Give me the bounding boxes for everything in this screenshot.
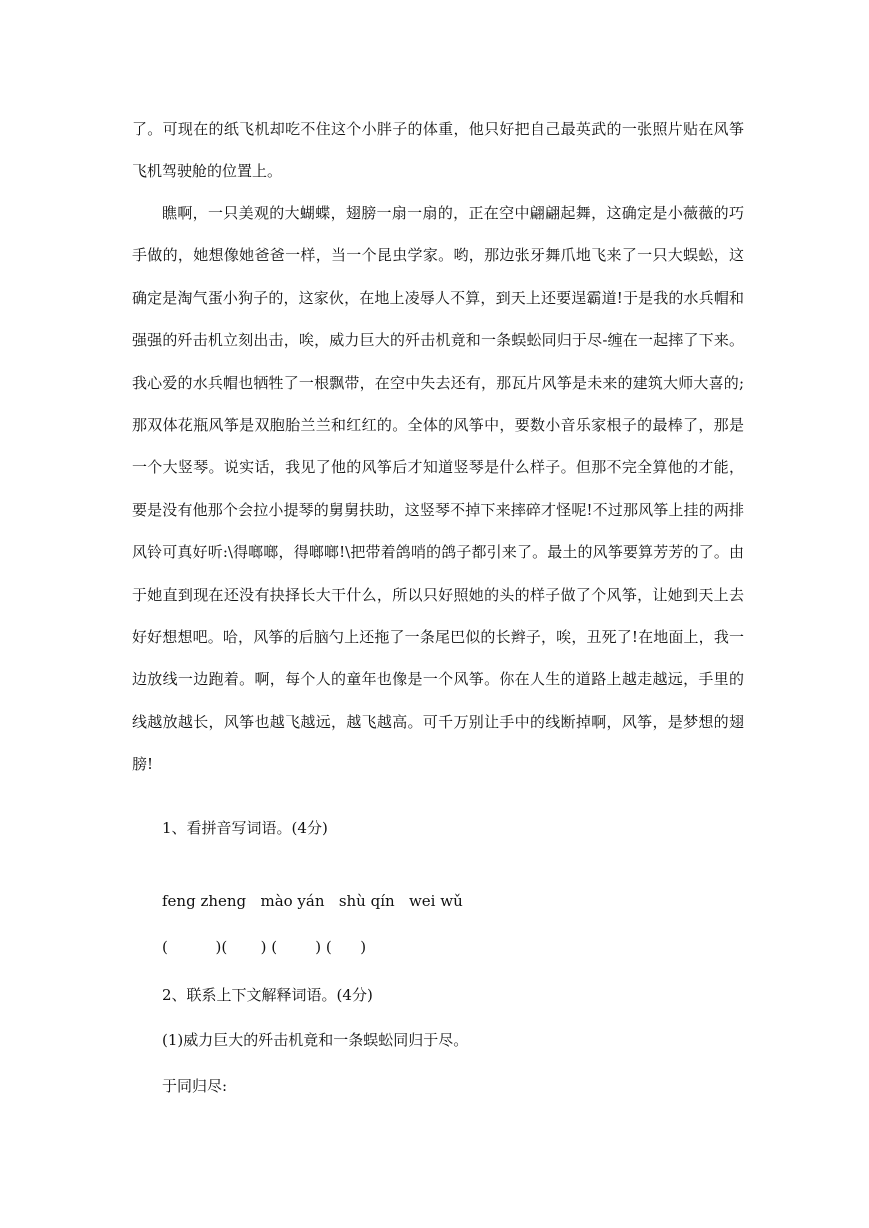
paragraph-2: 瞧啊，一只美观的大蝴蝶，翅膀一扇一扇的，正在空中翩翩起舞，这确定是小薇薇的巧手做的，她想像她爸爸一样，当一个昆虫学家。哟，那边张牙舞爪地飞来了一只大蜈蚣，这确定是淘气蛋小狗子的，这家伙，在地上凌辱人不算，到天上还要逞霸道!于是我的水兵帽和强强的歼击机立刻出击，唉，威力巨大的歼击机竟和一条蜈蚣同归于尽-缠在一起摔了下来。我心爱的水兵帽也牺牲了一根飘带，在空中失去还有，那瓦片风筝是未来的建筑大师大喜的;那双体花瓶风筝是双胞胎兰兰和红红的。全体的风筝中，要数小音乐家根子的最棒了，那是一个大竖琴。说实话，我见了他的风筝后才知道竖琴是什么样子。但那不完全算他的才能，要是没有他那个会拉小提琴的舅舅扶助，这竖琴不掉下来摔碎才怪呢!不过那风筝上挂的两排风铃可真好听:\得啷啷，得啷啷!\把带着鸽哨的鸽子都引来了。最土的风筝要算芳芳的了。由于她直到现在还没有抉择长大干什么，所以只好照她的头的样子做了个风筝，让她到天上去好好想想吧。哈，风筝的后脑勺上还拖了一条尾巴似的长辫子，唉，丑死了!在地面上，我一边放线一边跑着。啊，每个人的童年也像是一个风筝。你在人生的道路上越走越远，手里的线越放越长，风筝也越飞越远，越飞越高。可千万别让手中的线断掉啊，风筝，是梦想的翅膀!	[132, 204, 744, 774]
question-1-heading: 1、看拼音写词语。(4分)	[162, 819, 328, 837]
question-2-item-1: (1)威力巨大的歼击机竟和一条蜈蚣同归于尽。	[162, 1031, 469, 1049]
question-2-heading: 2、联系上下文解释词语。(4分)	[162, 986, 373, 1004]
answer-label: 于同归尽:	[162, 1077, 228, 1095]
pinyin-line: feng zheng mào yán shù qín wei wǔ	[162, 892, 463, 910]
paragraph-1: 了。可现在的纸飞机却吃不住这个小胖子的体重，他只好把自己最英武的一张照片贴在风筝飞机驾驶舱的位置上。	[132, 120, 744, 181]
answer-blanks: ( )( ) ( ) ( )	[162, 938, 367, 956]
